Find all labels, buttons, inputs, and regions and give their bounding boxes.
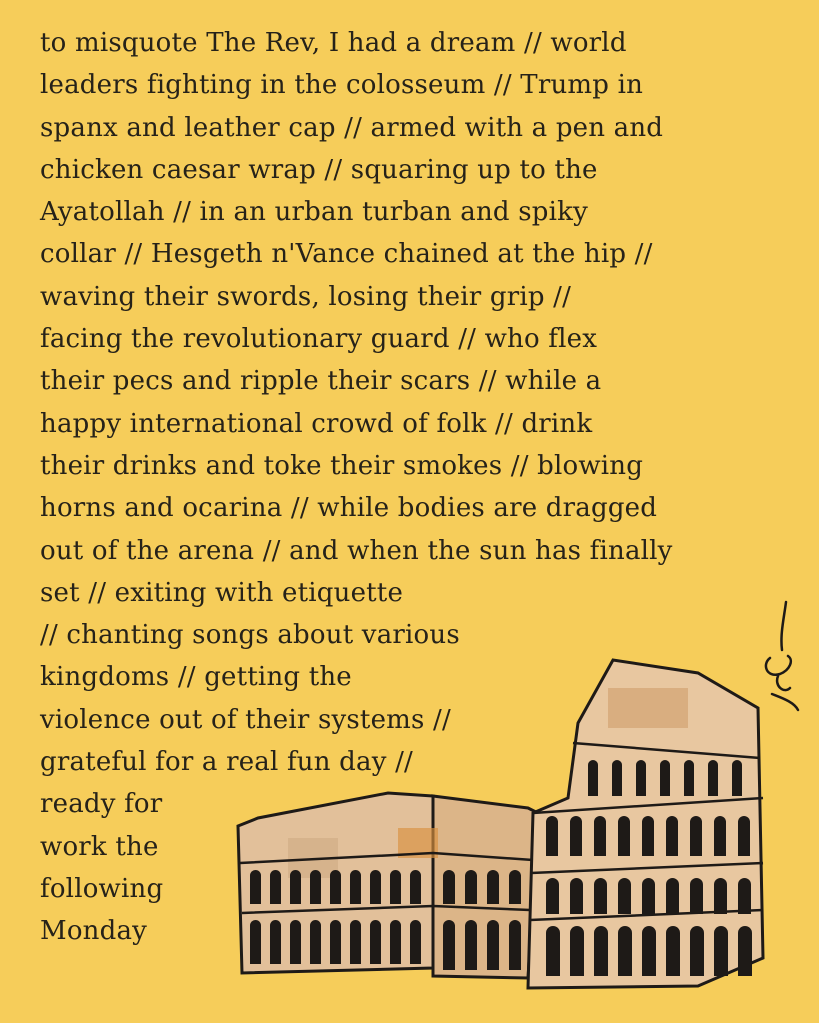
colosseum-arch (487, 870, 499, 904)
colosseum-arch (250, 870, 261, 904)
colosseum-arch (708, 760, 718, 796)
colosseum-arch (465, 870, 477, 904)
colosseum-arch (666, 926, 680, 976)
poem-line: spanx and leather cap // armed with a pen and (40, 112, 664, 143)
colosseum-arch (636, 760, 646, 796)
poem-line: horns and ocarina // while bodies are dragged (40, 493, 658, 524)
colosseum-arch (509, 870, 521, 904)
colosseum-arch (465, 920, 477, 970)
poem-line: facing the revolutionary guard // who flex (40, 324, 598, 355)
poem-line: their drinks and toke their smokes // blowing (40, 450, 644, 481)
artist-signature (760, 598, 802, 714)
colosseum-arch (594, 878, 607, 914)
colosseum-arch (350, 870, 361, 904)
colosseum-arch (618, 816, 630, 856)
colosseum-arch (570, 926, 584, 976)
colosseum-arch (410, 870, 421, 904)
colosseum-arch (487, 920, 499, 970)
poem-line: grateful for a real fun day // (40, 747, 413, 778)
colosseum-arch (330, 920, 341, 964)
colosseum-arch (714, 816, 726, 856)
poem-line: work the (40, 831, 159, 862)
colosseum-illustration (228, 648, 788, 998)
colosseum-arch (290, 870, 301, 904)
poem-line: following (40, 873, 164, 904)
colosseum-arch (390, 870, 401, 904)
colosseum-arch (570, 816, 582, 856)
colosseum-arch (546, 816, 558, 856)
colosseum-arch (290, 920, 301, 964)
poem-line: // chanting songs about various (40, 620, 460, 651)
colosseum-arch (642, 878, 655, 914)
colosseum-arch (546, 926, 560, 976)
poem-line: Ayatollah // in an urban turban and spiky (40, 197, 588, 228)
colosseum-arch (684, 760, 694, 796)
colosseum-arch (270, 920, 281, 964)
colosseum-arch (714, 926, 728, 976)
colosseum-arch (666, 878, 679, 914)
poem-line: out of the arena // and when the sun has finally (40, 535, 673, 566)
colosseum-arch (690, 816, 702, 856)
colosseum-arch (509, 920, 521, 970)
colosseum-arch (443, 920, 455, 970)
poem-line: violence out of their systems // (40, 704, 451, 735)
colosseum-arch (390, 920, 401, 964)
colosseum-warm-patch (608, 688, 688, 728)
colosseum-arch (588, 760, 598, 796)
colosseum-arch (738, 926, 752, 976)
poem-line: set // exiting with etiquette (40, 577, 404, 608)
poem-line: waving their swords, losing their grip // (40, 281, 572, 312)
colosseum-arch (370, 870, 381, 904)
colosseum-arch (618, 878, 631, 914)
colosseum-arch (618, 926, 632, 976)
colosseum-arch (350, 920, 361, 964)
colosseum-arch (370, 920, 381, 964)
colosseum-arch (443, 870, 455, 904)
colosseum-arch (270, 870, 281, 904)
colosseum-arch (594, 926, 608, 976)
poem-line: kingdoms // getting the (40, 662, 352, 693)
colosseum-arch (250, 920, 261, 964)
colosseum-arch (310, 870, 321, 904)
colosseum-arch (410, 920, 421, 964)
poem-line: their pecs and ripple their scars // while a (40, 366, 602, 397)
colosseum-arch (690, 926, 704, 976)
colosseum-arch (546, 878, 559, 914)
poem-line: collar // Hesgeth n'Vance chained at the hip // (40, 239, 653, 270)
poem-line: to misquote The Rev, I had a dream // world (40, 28, 627, 58)
colosseum-arch (310, 920, 321, 964)
colosseum-arch (738, 816, 750, 856)
poem-line: ready for (40, 789, 163, 820)
colosseum-arch (690, 878, 703, 914)
colosseum-arch (594, 816, 606, 856)
poem-line: leaders fighting in the colosseum // Trump in (40, 70, 644, 101)
colosseum-arch (732, 760, 742, 796)
poem-line: happy international crowd of folk // drink (40, 408, 593, 439)
poem-line: chicken caesar wrap // squaring up to the (40, 154, 598, 185)
colosseum-arch (714, 878, 727, 914)
colosseum-arch (666, 816, 678, 856)
colosseum-arch (330, 870, 341, 904)
colosseum-arch (570, 878, 583, 914)
colosseum-arch (738, 878, 751, 914)
colosseum-arch (660, 760, 670, 796)
poem-line: Monday (40, 916, 148, 947)
colosseum-arch (642, 816, 654, 856)
colosseum-arch (642, 926, 656, 976)
colosseum-arch (612, 760, 622, 796)
